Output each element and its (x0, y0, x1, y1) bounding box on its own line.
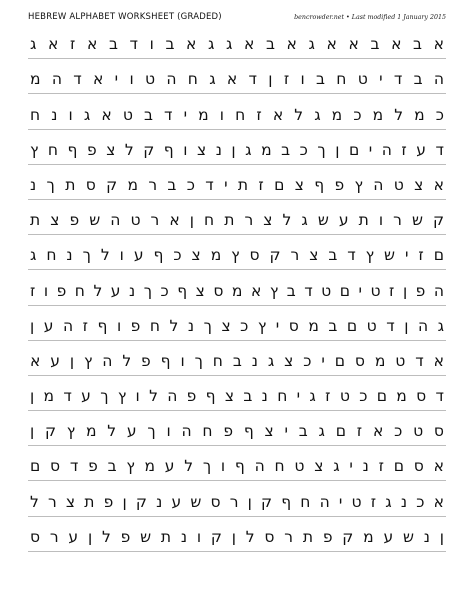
practice-row (28, 200, 446, 235)
row-letters: א ד ט מ ס ם י כ צ ג נ ב ח ך ו ף פ ל ה ץ ן ע א (30, 352, 444, 369)
practice-row (28, 517, 446, 552)
row-letters: ג ה ן ד ט ם ב מ ס י ץ כ צ ך נ ל ח פ ו ף ז ה ע ן (30, 317, 444, 334)
practice-row (28, 411, 446, 446)
row-letters: ם ז י ש ץ ד ב צ ר ק ס ץ מ צ כ ף ע ו ל ך נ ח ג (30, 247, 444, 264)
row-letters: ה ב ד י ט ח ב ו ז ן ד א ג ח ה ט ו י א ד ה מ (30, 71, 444, 88)
practice-row (28, 446, 446, 481)
row-letters: א צ ט ה ץ פ ף צ ם ז ת י ד כ ב ר מ ק ס ת ך נ (30, 176, 444, 193)
worksheet-title: HEBREW ALPHABET WORKSHEET (GRADED) (28, 12, 222, 22)
row-letters: א כ נ ג ז ט י ה ח ף ק ן ר ס ש ע נ ק ן פ ת צ ר ל (30, 493, 444, 510)
row-letters: א ב א ב א א ג א ב א ג ג א ב ו ד ב א ז א ג (30, 36, 444, 53)
row-letters: ד ס מ ם כ ט ז ג י ח נ ב צ ף פ ה ל ו ץ ך ע ד מ ן (30, 388, 444, 405)
row-letters: ק ש ר ו ת ע ש ג ל צ ר ת ח ן א ר ט ה ש פ צ ת (30, 212, 444, 229)
row-letters: ס ט כ א ז ם ג ב י צ ף פ ח ה ו ך ע ל מ ץ ק ן (30, 423, 444, 440)
practice-row (28, 130, 446, 165)
practice-row (28, 235, 446, 270)
practice-row (28, 306, 446, 341)
practice-row (28, 59, 446, 94)
row-letters: כ מ ל מ כ מ ג ל א ז ח ו מ י ד ב ט א ג ו נ ח (30, 106, 444, 123)
row-letters: ן נ ש ע מ ק פ ת ר ס ל ן ק ו נ ת ש פ ל ן ע ר ס (30, 528, 444, 545)
practice-row (28, 341, 446, 376)
practice-row (28, 94, 446, 129)
practice-row (28, 270, 446, 305)
practice-row (28, 165, 446, 200)
row-letters: א ס ם ז נ י ג צ ט ח ה ף ו ך ל ע מ ץ ב פ ד ס ם (30, 458, 444, 475)
practice-row (28, 481, 446, 516)
row-letters: ה פ ן ז ט י ם ט ד ב ץ א מ ס צ ף כ ך נ ע ל ח פ ו ז (30, 282, 444, 299)
source-and-date: bencrowder.net • Last modified 1 January 2015 (294, 14, 446, 21)
practice-rows (28, 24, 446, 552)
practice-row (28, 376, 446, 411)
practice-row (28, 24, 446, 59)
row-letters: ד ע ז ה י ם ן ך כ ב מ ג ן נ צ ו ף ק ל צ פ ף ח ץ (30, 141, 444, 158)
